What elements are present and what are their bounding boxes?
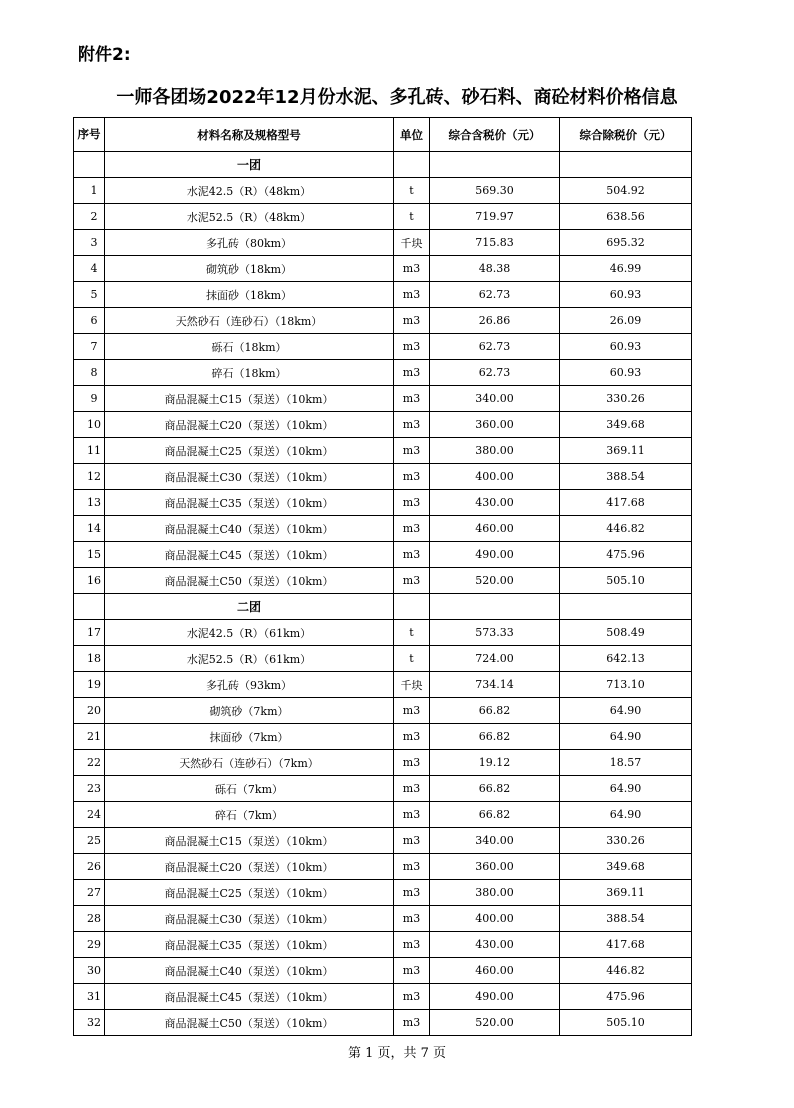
row-seq-cell: 6 bbox=[74, 308, 105, 334]
row-price-excl-tax-cell: 64.90 bbox=[560, 802, 692, 828]
row-unit-cell: m3 bbox=[394, 802, 430, 828]
row-unit-cell: m3 bbox=[394, 438, 430, 464]
row-material-name-cell: 商品混凝土C45（泵送）（10km） bbox=[105, 984, 394, 1010]
row-material-name-cell: 砌筑砂（18km） bbox=[105, 256, 394, 282]
row-material-name-cell: 商品混凝土C40（泵送）（10km） bbox=[105, 516, 394, 542]
row-seq-cell: 7 bbox=[74, 334, 105, 360]
row-material-name-cell: 商品混凝土C50（泵送）（10km） bbox=[105, 1010, 394, 1036]
group-name: 二团 bbox=[105, 594, 394, 620]
header-price-incl-tax: 综合含税价（元） bbox=[430, 118, 560, 152]
row-material-name-cell: 商品混凝土C20（泵送）（10km） bbox=[105, 412, 394, 438]
row-unit-cell: m3 bbox=[394, 750, 430, 776]
row-price-excl-tax-cell: 475.96 bbox=[560, 542, 692, 568]
row-material-name-cell: 商品混凝土C50（泵送）（10km） bbox=[105, 568, 394, 594]
row-seq-cell: 15 bbox=[74, 542, 105, 568]
row-price-excl-tax-cell: 349.68 bbox=[560, 854, 692, 880]
row-seq-cell: 3 bbox=[74, 230, 105, 256]
row-price-excl-tax-cell: 330.26 bbox=[560, 828, 692, 854]
row-unit-cell: m3 bbox=[394, 308, 430, 334]
row-seq-cell: 13 bbox=[74, 490, 105, 516]
row-seq-cell: 31 bbox=[74, 984, 105, 1010]
row-price-excl-tax-cell: 446.82 bbox=[560, 516, 692, 542]
row-unit-cell: m3 bbox=[394, 776, 430, 802]
row-material-name-cell: 天然砂石（连砂石）（7km） bbox=[105, 750, 394, 776]
table-row bbox=[74, 880, 692, 906]
row-price-incl-tax-cell: 66.82 bbox=[430, 776, 560, 802]
empty-cell bbox=[74, 594, 105, 620]
row-material-name-cell: 水泥52.5（R）（61km） bbox=[105, 646, 394, 672]
empty-cell bbox=[560, 594, 692, 620]
row-price-excl-tax-cell: 369.11 bbox=[560, 438, 692, 464]
table-row bbox=[74, 412, 692, 438]
row-material-name-cell: 抹面砂（7km） bbox=[105, 724, 394, 750]
row-seq-cell: 12 bbox=[74, 464, 105, 490]
row-unit-cell: m3 bbox=[394, 984, 430, 1010]
row-price-incl-tax-cell: 66.82 bbox=[430, 724, 560, 750]
row-price-incl-tax-cell: 48.38 bbox=[430, 256, 560, 282]
row-price-excl-tax-cell: 505.10 bbox=[560, 1010, 692, 1036]
row-material-name-cell: 天然砂石（连砂石）（18km） bbox=[105, 308, 394, 334]
row-price-excl-tax-cell: 60.93 bbox=[560, 282, 692, 308]
row-seq-cell: 1 bbox=[74, 178, 105, 204]
row-price-excl-tax-cell: 446.82 bbox=[560, 958, 692, 984]
table-row bbox=[74, 620, 692, 646]
table-row bbox=[74, 672, 692, 698]
row-unit-cell: m3 bbox=[394, 828, 430, 854]
row-material-name-cell: 商品混凝土C30（泵送）（10km） bbox=[105, 464, 394, 490]
row-seq-cell: 30 bbox=[74, 958, 105, 984]
row-unit-cell: m3 bbox=[394, 490, 430, 516]
row-unit-cell: m3 bbox=[394, 698, 430, 724]
row-price-incl-tax-cell: 520.00 bbox=[430, 1010, 560, 1036]
table-row bbox=[74, 932, 692, 958]
row-price-excl-tax-cell: 349.68 bbox=[560, 412, 692, 438]
row-price-incl-tax-cell: 66.82 bbox=[430, 802, 560, 828]
table-row bbox=[74, 724, 692, 750]
table-row bbox=[74, 230, 692, 256]
table-row bbox=[74, 1010, 692, 1036]
row-seq-cell: 25 bbox=[74, 828, 105, 854]
row-unit-cell: m3 bbox=[394, 854, 430, 880]
row-price-excl-tax-cell: 330.26 bbox=[560, 386, 692, 412]
row-material-name-cell: 商品混凝土C25（泵送）（10km） bbox=[105, 880, 394, 906]
group-row bbox=[74, 152, 692, 178]
row-price-excl-tax-cell: 638.56 bbox=[560, 204, 692, 230]
row-material-name-cell: 抹面砂（18km） bbox=[105, 282, 394, 308]
row-seq-cell: 20 bbox=[74, 698, 105, 724]
row-price-incl-tax-cell: 569.30 bbox=[430, 178, 560, 204]
row-price-excl-tax-cell: 60.93 bbox=[560, 334, 692, 360]
table-row bbox=[74, 178, 692, 204]
table-row bbox=[74, 906, 692, 932]
row-material-name-cell: 商品混凝土C25（泵送）（10km） bbox=[105, 438, 394, 464]
row-unit-cell: m3 bbox=[394, 256, 430, 282]
row-unit-cell: 千块 bbox=[394, 672, 430, 698]
row-price-excl-tax-cell: 417.68 bbox=[560, 932, 692, 958]
row-material-name-cell: 水泥42.5（R）（48km） bbox=[105, 178, 394, 204]
row-price-excl-tax-cell: 713.10 bbox=[560, 672, 692, 698]
header-material-name: 材料名称及规格型号 bbox=[105, 118, 394, 152]
table-row bbox=[74, 256, 692, 282]
row-price-incl-tax-cell: 360.00 bbox=[430, 854, 560, 880]
row-price-excl-tax-cell: 369.11 bbox=[560, 880, 692, 906]
row-seq-cell: 28 bbox=[74, 906, 105, 932]
row-price-incl-tax-cell: 719.97 bbox=[430, 204, 560, 230]
empty-cell bbox=[394, 152, 430, 178]
row-seq-cell: 11 bbox=[74, 438, 105, 464]
row-seq-cell: 16 bbox=[74, 568, 105, 594]
row-price-incl-tax-cell: 380.00 bbox=[430, 438, 560, 464]
row-unit-cell: m3 bbox=[394, 724, 430, 750]
row-price-excl-tax-cell: 642.13 bbox=[560, 646, 692, 672]
row-material-name-cell: 商品混凝土C30（泵送）（10km） bbox=[105, 906, 394, 932]
row-material-name-cell: 商品混凝土C45（泵送）（10km） bbox=[105, 542, 394, 568]
row-price-excl-tax-cell: 60.93 bbox=[560, 360, 692, 386]
row-unit-cell: m3 bbox=[394, 386, 430, 412]
row-material-name-cell: 水泥42.5（R）（61km） bbox=[105, 620, 394, 646]
row-seq-cell: 29 bbox=[74, 932, 105, 958]
row-material-name-cell: 砾石（7km） bbox=[105, 776, 394, 802]
row-unit-cell: t bbox=[394, 204, 430, 230]
row-price-excl-tax-cell: 475.96 bbox=[560, 984, 692, 1010]
row-seq-cell: 14 bbox=[74, 516, 105, 542]
attachment-label: 附件2: bbox=[78, 45, 131, 65]
row-seq-cell: 17 bbox=[74, 620, 105, 646]
row-unit-cell: m3 bbox=[394, 334, 430, 360]
row-seq-cell: 9 bbox=[74, 386, 105, 412]
row-material-name-cell: 砌筑砂（7km） bbox=[105, 698, 394, 724]
row-price-excl-tax-cell: 64.90 bbox=[560, 698, 692, 724]
row-price-excl-tax-cell: 388.54 bbox=[560, 906, 692, 932]
row-material-name-cell: 商品混凝土C20（泵送）（10km） bbox=[105, 854, 394, 880]
row-material-name-cell: 商品混凝土C15（泵送）（10km） bbox=[105, 386, 394, 412]
document-title: 一师各团场2022年12月份水泥、多孔砖、砂石料、商砼材料价格信息 bbox=[116, 87, 678, 108]
row-price-incl-tax-cell: 19.12 bbox=[430, 750, 560, 776]
table-row bbox=[74, 516, 692, 542]
table-row bbox=[74, 958, 692, 984]
row-price-excl-tax-cell: 64.90 bbox=[560, 776, 692, 802]
empty-cell bbox=[560, 152, 692, 178]
row-price-incl-tax-cell: 62.73 bbox=[430, 360, 560, 386]
row-unit-cell: m3 bbox=[394, 906, 430, 932]
row-price-excl-tax-cell: 504.92 bbox=[560, 178, 692, 204]
row-unit-cell: m3 bbox=[394, 516, 430, 542]
row-price-incl-tax-cell: 400.00 bbox=[430, 464, 560, 490]
table-row bbox=[74, 334, 692, 360]
table-row bbox=[74, 646, 692, 672]
row-seq-cell: 10 bbox=[74, 412, 105, 438]
group-row bbox=[74, 594, 692, 620]
row-unit-cell: m3 bbox=[394, 282, 430, 308]
row-seq-cell: 8 bbox=[74, 360, 105, 386]
row-material-name-cell: 商品混凝土C35（泵送）（10km） bbox=[105, 932, 394, 958]
row-material-name-cell: 砾石（18km） bbox=[105, 334, 394, 360]
row-material-name-cell: 水泥52.5（R）（48km） bbox=[105, 204, 394, 230]
row-seq-cell: 18 bbox=[74, 646, 105, 672]
row-price-incl-tax-cell: 66.82 bbox=[430, 698, 560, 724]
row-price-incl-tax-cell: 62.73 bbox=[430, 282, 560, 308]
row-unit-cell: m3 bbox=[394, 360, 430, 386]
table-row bbox=[74, 568, 692, 594]
row-price-incl-tax-cell: 430.00 bbox=[430, 490, 560, 516]
row-price-incl-tax-cell: 340.00 bbox=[430, 386, 560, 412]
table-row bbox=[74, 360, 692, 386]
header-price-excl-tax: 综合除税价（元） bbox=[560, 118, 692, 152]
row-price-incl-tax-cell: 734.14 bbox=[430, 672, 560, 698]
table-row bbox=[74, 542, 692, 568]
row-unit-cell: m3 bbox=[394, 464, 430, 490]
row-price-incl-tax-cell: 360.00 bbox=[430, 412, 560, 438]
table-body bbox=[74, 152, 692, 1036]
row-unit-cell: m3 bbox=[394, 568, 430, 594]
row-seq-cell: 27 bbox=[74, 880, 105, 906]
table-row bbox=[74, 490, 692, 516]
row-unit-cell: m3 bbox=[394, 880, 430, 906]
table-header-row bbox=[74, 118, 692, 152]
table-row bbox=[74, 828, 692, 854]
row-material-name-cell: 商品混凝土C40（泵送）（10km） bbox=[105, 958, 394, 984]
table-row bbox=[74, 802, 692, 828]
table-row bbox=[74, 776, 692, 802]
row-price-incl-tax-cell: 400.00 bbox=[430, 906, 560, 932]
row-material-name-cell: 商品混凝土C35（泵送）（10km） bbox=[105, 490, 394, 516]
row-price-excl-tax-cell: 417.68 bbox=[560, 490, 692, 516]
row-seq-cell: 5 bbox=[74, 282, 105, 308]
row-material-name-cell: 多孔砖（93km） bbox=[105, 672, 394, 698]
table-row bbox=[74, 282, 692, 308]
table-row bbox=[74, 438, 692, 464]
row-unit-cell: m3 bbox=[394, 542, 430, 568]
page-footer: 第 1 页，共 7 页 bbox=[347, 1046, 447, 1061]
empty-cell bbox=[394, 594, 430, 620]
group-name: 一团 bbox=[105, 152, 394, 178]
table-row bbox=[74, 308, 692, 334]
row-price-incl-tax-cell: 62.73 bbox=[430, 334, 560, 360]
row-price-excl-tax-cell: 508.49 bbox=[560, 620, 692, 646]
empty-cell bbox=[74, 152, 105, 178]
row-seq-cell: 19 bbox=[74, 672, 105, 698]
table-row bbox=[74, 698, 692, 724]
row-price-excl-tax-cell: 18.57 bbox=[560, 750, 692, 776]
table-row bbox=[74, 204, 692, 230]
row-price-incl-tax-cell: 460.00 bbox=[430, 958, 560, 984]
row-unit-cell: 千块 bbox=[394, 230, 430, 256]
row-price-incl-tax-cell: 520.00 bbox=[430, 568, 560, 594]
row-price-excl-tax-cell: 505.10 bbox=[560, 568, 692, 594]
row-seq-cell: 23 bbox=[74, 776, 105, 802]
header-seq: 序号 bbox=[74, 118, 105, 152]
row-unit-cell: m3 bbox=[394, 1010, 430, 1036]
row-seq-cell: 32 bbox=[74, 1010, 105, 1036]
row-seq-cell: 4 bbox=[74, 256, 105, 282]
row-unit-cell: t bbox=[394, 178, 430, 204]
table-row bbox=[74, 750, 692, 776]
header-unit: 单位 bbox=[394, 118, 430, 152]
row-seq-cell: 24 bbox=[74, 802, 105, 828]
row-price-incl-tax-cell: 340.00 bbox=[430, 828, 560, 854]
row-price-excl-tax-cell: 26.09 bbox=[560, 308, 692, 334]
table-row bbox=[74, 984, 692, 1010]
table-row bbox=[74, 464, 692, 490]
row-price-excl-tax-cell: 388.54 bbox=[560, 464, 692, 490]
row-price-incl-tax-cell: 26.86 bbox=[430, 308, 560, 334]
row-price-incl-tax-cell: 724.00 bbox=[430, 646, 560, 672]
empty-cell bbox=[430, 594, 560, 620]
row-unit-cell: t bbox=[394, 646, 430, 672]
row-price-excl-tax-cell: 695.32 bbox=[560, 230, 692, 256]
table-row bbox=[74, 386, 692, 412]
row-material-name-cell: 商品混凝土C15（泵送）（10km） bbox=[105, 828, 394, 854]
row-seq-cell: 26 bbox=[74, 854, 105, 880]
table-row bbox=[74, 854, 692, 880]
row-unit-cell: m3 bbox=[394, 958, 430, 984]
row-unit-cell: m3 bbox=[394, 932, 430, 958]
row-material-name-cell: 碎石（18km） bbox=[105, 360, 394, 386]
row-price-incl-tax-cell: 490.00 bbox=[430, 542, 560, 568]
row-price-incl-tax-cell: 573.33 bbox=[430, 620, 560, 646]
row-seq-cell: 21 bbox=[74, 724, 105, 750]
row-material-name-cell: 碎石（7km） bbox=[105, 802, 394, 828]
row-unit-cell: t bbox=[394, 620, 430, 646]
row-price-incl-tax-cell: 430.00 bbox=[430, 932, 560, 958]
row-seq-cell: 22 bbox=[74, 750, 105, 776]
row-material-name-cell: 多孔砖（80km） bbox=[105, 230, 394, 256]
empty-cell bbox=[430, 152, 560, 178]
row-price-excl-tax-cell: 46.99 bbox=[560, 256, 692, 282]
row-price-incl-tax-cell: 380.00 bbox=[430, 880, 560, 906]
row-seq-cell: 2 bbox=[74, 204, 105, 230]
row-price-incl-tax-cell: 460.00 bbox=[430, 516, 560, 542]
row-price-incl-tax-cell: 490.00 bbox=[430, 984, 560, 1010]
price-table bbox=[73, 117, 692, 1036]
row-unit-cell: m3 bbox=[394, 412, 430, 438]
row-price-incl-tax-cell: 715.83 bbox=[430, 230, 560, 256]
row-price-excl-tax-cell: 64.90 bbox=[560, 724, 692, 750]
